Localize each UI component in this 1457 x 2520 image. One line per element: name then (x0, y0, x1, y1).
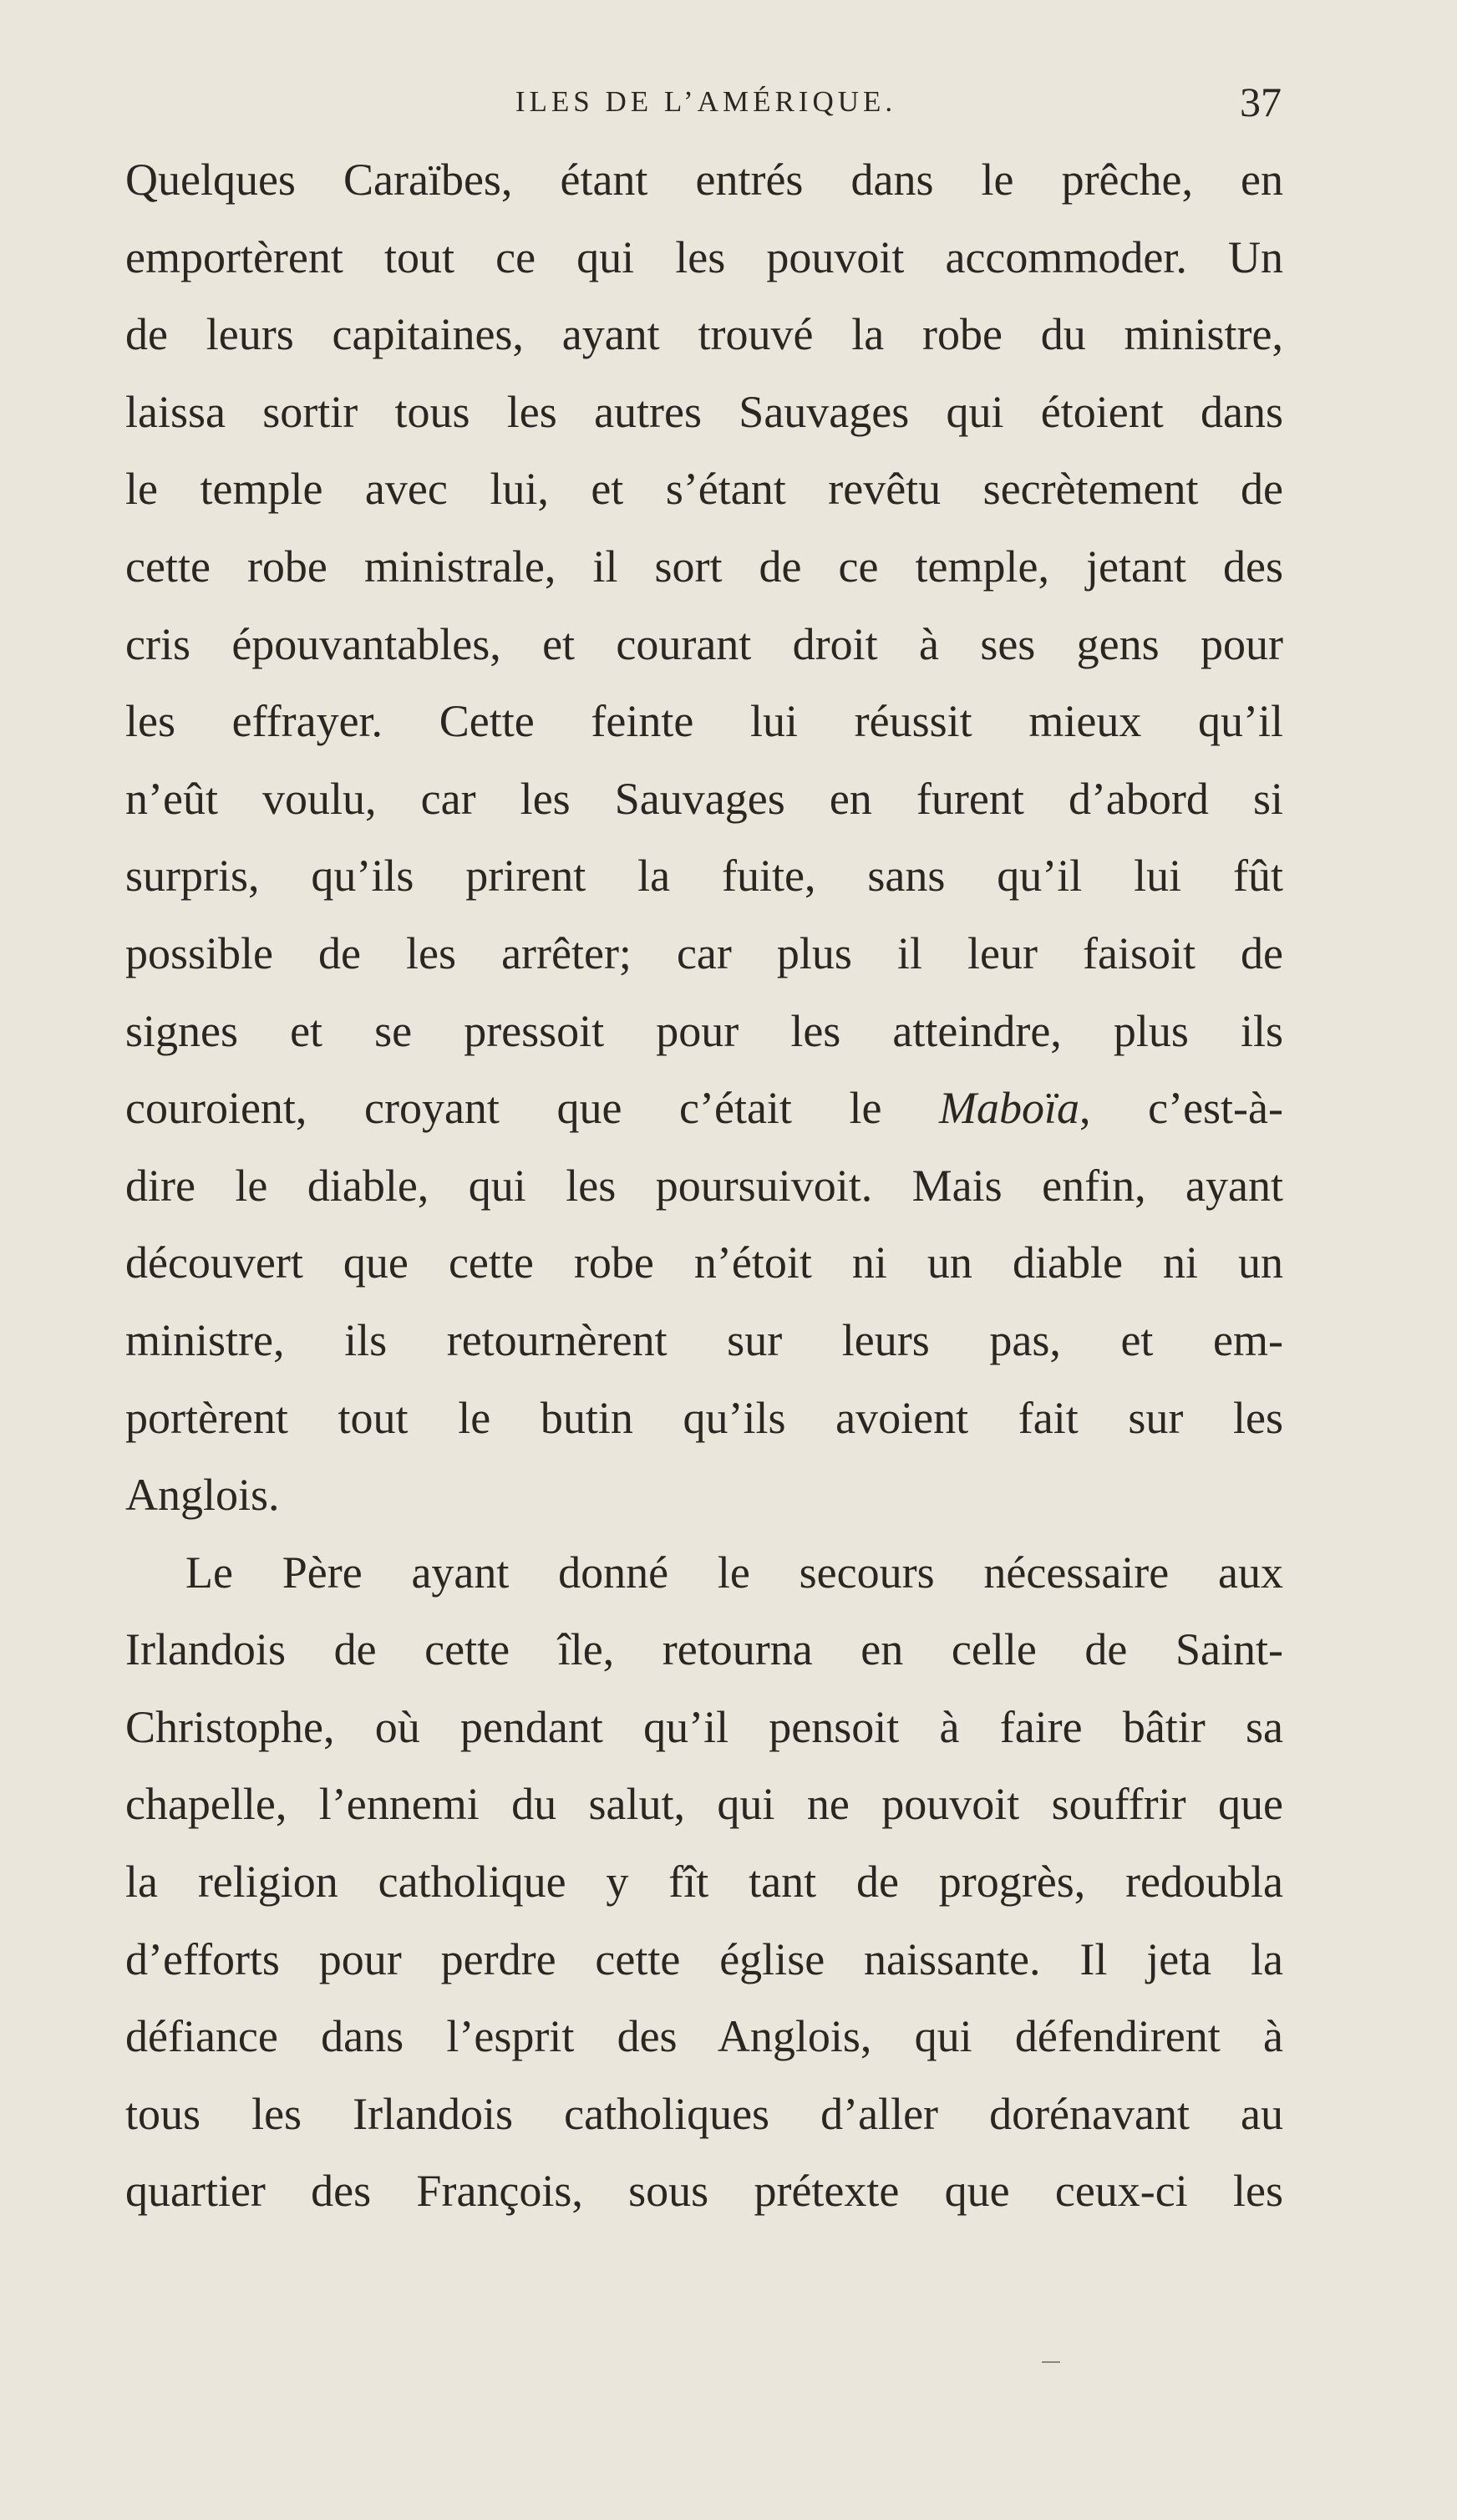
text-line: Irlandois de cette île, retourna en celle de Saint- (125, 1624, 1283, 1675)
text-line: emportèrent tout ce qui les pouvoit accommoder. Un (125, 231, 1283, 282)
text-line-paragraph-start: Le Père ayant donné le secours nécessaire aux (185, 1547, 1283, 1598)
text-line-paragraph-end: Anglois. (125, 1470, 280, 1521)
footer-mark (1042, 2361, 1060, 2363)
page-number: 37 (1240, 79, 1282, 125)
text-line: portèrent tout le butin qu’ils avoient fait sur les (125, 1392, 1283, 1443)
text-line: de leurs capitaines, ayant trouvé la robe du ministre, (125, 309, 1283, 360)
text-line: Christophe, où pendant qu’il pensoit à faire bâtir sa (125, 1701, 1283, 1752)
text-line: le temple avec lui, et s’étant revêtu secrètement de (125, 464, 1283, 515)
line-text-after: , c’est-à- (1079, 1083, 1283, 1134)
text-line: découvert que cette robe n’étoit ni un diable ni un (125, 1237, 1283, 1288)
line-text-before: couroient, croyant que c’était le (125, 1083, 940, 1134)
text-line: n’eût voulu, car les Sauvages en furent d’abord si (125, 773, 1283, 824)
text-line: signes et se pressoit pour les atteindre, plus ils (125, 1005, 1283, 1056)
running-head (130, 77, 1282, 127)
text-line: Quelques Caraïbes, étant entrés dans le prêche, en (125, 155, 1283, 205)
body-text (125, 141, 1283, 2230)
text-line: les effrayer. Cette feinte lui réussit mieux qu’il (125, 696, 1283, 747)
text-line: possible de les arrêter; car plus il leur faisoit de (125, 927, 1283, 978)
text-line: cris épouvantables, et courant droit à ses gens pour (125, 618, 1283, 669)
text-line: d’efforts pour perdre cette église naissante. Il jeta la (125, 1933, 1283, 1984)
text-line-with-italic (125, 1069, 1283, 1147)
text-line: laissa sortir tous les autres Sauvages qui étoient dans (125, 386, 1283, 437)
text-line: ministre, ils retournèrent sur leurs pas, et em- (125, 1314, 1283, 1365)
italic-term-maboia: Maboïa (939, 1083, 1080, 1134)
text-line: quartier des François, sous prétexte que ceux-ci les (125, 2166, 1283, 2217)
text-line: cette robe ministrale, il sort de ce temple, jetant des (125, 541, 1283, 592)
text-line: tous les Irlandois catholiques d’aller dorénavant au (125, 2088, 1283, 2139)
text-line: la religion catholique y fît tant de progrès, redoubla (125, 1857, 1283, 1908)
running-title: ILES DE L’AMÉRIQUE. (515, 85, 897, 118)
text-line: surpris, qu’ils prirent la fuite, sans qu’il lui fût (125, 851, 1283, 902)
text-line: dire le diable, qui les poursuivoit. Mais enfin, ayant (125, 1160, 1283, 1211)
text-line: défiance dans l’esprit des Anglois, qui défendirent à (125, 2011, 1283, 2062)
text-line: chapelle, l’ennemi du salut, qui ne pouvoit souffrir que (125, 1779, 1283, 1830)
